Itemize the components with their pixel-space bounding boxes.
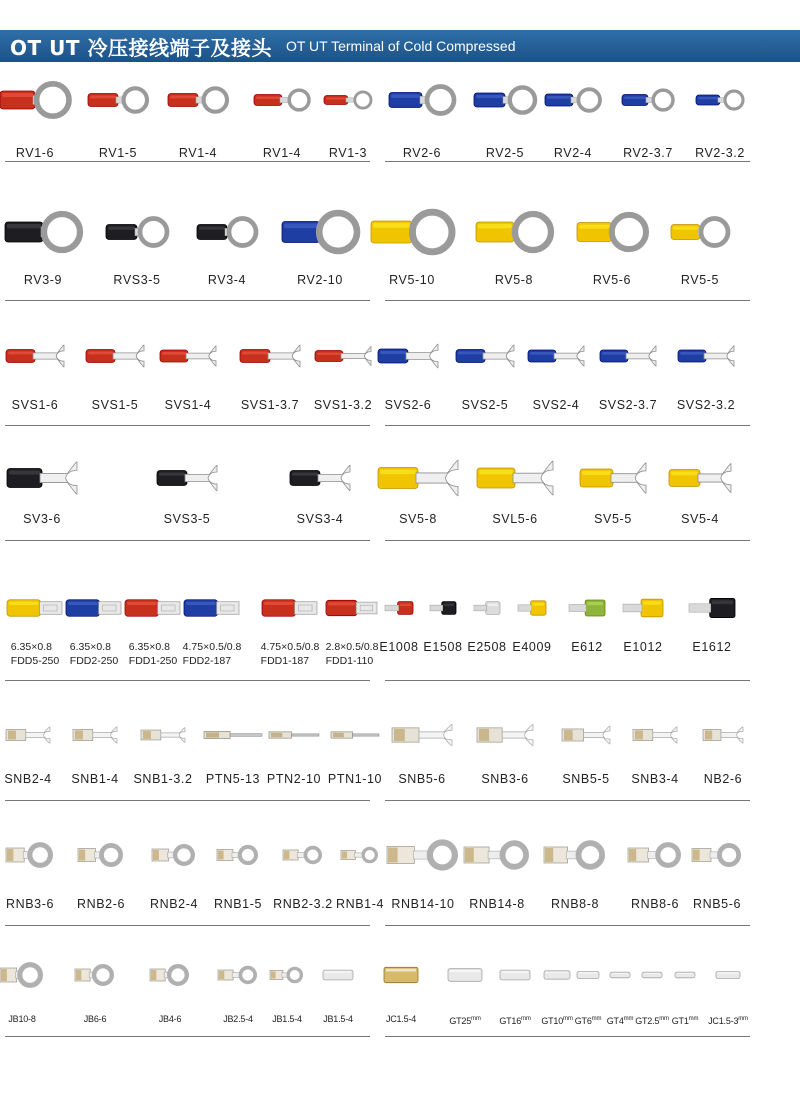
terminal-model: SVS1-3.7 xyxy=(240,398,300,412)
terminal-label xyxy=(398,772,445,786)
terminal-svl5-6-image xyxy=(477,458,553,498)
terminal-label xyxy=(467,640,506,654)
terminal-snb1-4-image xyxy=(73,725,117,745)
terminal-model: 4.75×0.5/0.8 xyxy=(182,641,242,653)
terminal-model: RNB14-10 xyxy=(391,897,455,911)
terminal-label xyxy=(16,146,54,160)
terminal-model: RVS3-5 xyxy=(113,273,161,287)
terminal-label xyxy=(593,273,631,287)
terminal-model: RV5-5 xyxy=(680,273,720,287)
terminal-model: RV5-6 xyxy=(592,273,632,287)
terminal-label xyxy=(11,640,59,668)
terminal-4-75-0-5-0-8-image xyxy=(184,593,240,623)
row-divider xyxy=(385,425,750,426)
row-divider xyxy=(5,680,370,681)
terminal-rnb1-5-image xyxy=(217,844,259,866)
terminal-label xyxy=(379,640,418,654)
terminal-rnb3-6-image xyxy=(6,841,54,869)
terminal-label xyxy=(326,640,379,668)
terminal-jb1-5-4-image xyxy=(323,968,353,982)
terminal-model: RV1-5 xyxy=(98,146,138,160)
terminal-label xyxy=(693,897,741,911)
terminal-label xyxy=(631,772,678,786)
terminal-model-secondary: FDD1-110 xyxy=(325,655,374,667)
terminal-model: SNB2-4 xyxy=(4,772,52,786)
terminal-label xyxy=(571,640,603,654)
terminal-label xyxy=(399,512,437,526)
terminal-model: RV2-4 xyxy=(553,146,593,160)
terminal-rnb2-6-image xyxy=(78,842,124,868)
terminal-label xyxy=(12,398,59,412)
terminal-rv3-9-image xyxy=(5,212,81,252)
terminal-label xyxy=(297,512,344,526)
terminal-model: 6.35×0.8 xyxy=(128,641,170,653)
terminal-model: GT16 xyxy=(499,1016,522,1026)
terminal-model: SVS2-6 xyxy=(384,398,432,412)
terminal-model: SVS2-4 xyxy=(532,398,580,412)
terminal-model: 6.35×0.8 xyxy=(10,641,52,653)
terminal-label xyxy=(449,1012,480,1028)
terminal-label xyxy=(164,512,211,526)
terminal-svs1-3-7-image xyxy=(240,343,300,369)
terminal-label xyxy=(541,1012,572,1028)
unit-superscript: mm xyxy=(738,1016,748,1022)
terminal-model: RV3-4 xyxy=(207,273,247,287)
terminal-ptn5-13-image xyxy=(204,727,262,743)
terminal-model: RV3-9 xyxy=(23,273,63,287)
page-header xyxy=(0,30,800,62)
terminal-label xyxy=(462,398,509,412)
terminal-model: JC1.5-4 xyxy=(385,1014,417,1024)
terminal-label xyxy=(389,273,435,287)
terminal-svs2-3-7-image xyxy=(600,344,656,368)
terminal-gt6-image xyxy=(577,970,599,980)
terminal-label xyxy=(551,897,599,911)
terminal-label xyxy=(267,772,321,786)
terminal-model: SVS2-3.2 xyxy=(676,398,736,412)
terminal-model: RV5-10 xyxy=(389,273,435,287)
terminal-label xyxy=(575,1012,602,1028)
terminal-rnb1-4-image xyxy=(341,846,379,864)
terminal-svs2-5-image xyxy=(456,343,514,369)
terminal-model: PTN5-13 xyxy=(205,772,261,786)
terminal-rnb2-3-2-image xyxy=(283,845,323,865)
terminal-label xyxy=(24,273,62,287)
unit-superscript: mm xyxy=(688,1016,699,1022)
terminal-rv1-6-image xyxy=(0,82,70,118)
terminal-jb6-6-image xyxy=(75,963,115,987)
terminal-model: GT6 xyxy=(574,1016,592,1026)
terminal-label xyxy=(113,273,160,287)
terminal-snb2-4-image xyxy=(6,725,50,745)
terminal-svs3-4-image xyxy=(290,463,350,493)
row-divider xyxy=(385,800,750,801)
terminal-model: SV5-5 xyxy=(594,512,632,526)
terminal-model: GT10 xyxy=(541,1016,564,1026)
terminal-model: JB10-8 xyxy=(8,1014,36,1024)
terminal-snb3-4-image xyxy=(633,725,677,745)
terminal-model: JB2.5-4 xyxy=(223,1014,253,1024)
terminal-6-35-0-8-image xyxy=(66,593,122,623)
terminal-model: SVS1-4 xyxy=(164,398,212,412)
unit-superscript: mm xyxy=(521,1016,531,1022)
terminal-sv3-6-image xyxy=(7,459,77,497)
row-divider xyxy=(385,300,750,301)
terminal-model: RV5-8 xyxy=(494,273,534,287)
terminal-model: NB2-6 xyxy=(703,772,743,786)
terminal-model: JC1.5-3 xyxy=(708,1016,739,1026)
terminal-label xyxy=(495,273,533,287)
terminal-model: PTN2-10 xyxy=(266,772,322,786)
terminal-model: JB1.5-4 xyxy=(323,1014,353,1024)
terminal-label xyxy=(328,772,382,786)
terminal-label xyxy=(681,512,719,526)
terminal-label xyxy=(695,146,745,160)
unit-superscript: mm xyxy=(563,1016,573,1022)
terminal-e612-image xyxy=(569,598,605,618)
terminal-label xyxy=(623,146,673,160)
terminal-model: GT2.5 xyxy=(635,1016,660,1026)
terminal-rv2-3-7-image xyxy=(622,89,674,111)
terminal-model: SV5-4 xyxy=(681,512,719,526)
terminal-label xyxy=(273,897,333,911)
terminal-model: 6.35×0.8 xyxy=(69,641,111,653)
terminal-label xyxy=(512,640,551,654)
page-title-cn: OT UT 冷压接线端子及接头 xyxy=(10,35,272,60)
terminal-model: RV2-10 xyxy=(297,273,343,287)
terminal-label xyxy=(4,772,51,786)
terminal-e2508-image xyxy=(474,600,500,616)
terminal-model: RV2-5 xyxy=(485,146,525,160)
terminal-label xyxy=(84,1012,107,1026)
terminal-6-35-0-8-image xyxy=(125,593,181,623)
terminal-rv1-4-image xyxy=(254,89,310,111)
terminal-svs2-3-2-image xyxy=(678,344,734,368)
terminal-gt25-image xyxy=(448,966,482,984)
terminal-gt4-image xyxy=(610,971,630,979)
terminal-model: SVS1-6 xyxy=(11,398,59,412)
terminal-model: 4.75×0.5/0.8 xyxy=(260,641,320,653)
terminal-rv1-4-image xyxy=(168,87,228,113)
terminal-e1508-image xyxy=(430,600,456,616)
terminal-rnb14-10-image xyxy=(387,838,459,872)
unit-superscript: mm xyxy=(591,1016,602,1022)
terminal-label xyxy=(6,897,54,911)
terminal-rv2-5-image xyxy=(474,86,536,114)
terminal-model: E2508 xyxy=(467,640,507,654)
terminal-model: E612 xyxy=(571,640,603,654)
terminal-model: SVS1-3.2 xyxy=(313,398,373,412)
terminal-label xyxy=(533,398,580,412)
terminal-model: SVS3-5 xyxy=(163,512,211,526)
terminal-label xyxy=(206,772,260,786)
terminal-label xyxy=(499,1012,530,1028)
terminal-rv5-5-image xyxy=(671,217,729,247)
terminal-model: E4009 xyxy=(512,640,552,654)
terminal-label xyxy=(297,273,343,287)
terminal-model: JB6-6 xyxy=(83,1014,107,1024)
terminal-model: E1508 xyxy=(423,640,463,654)
terminal-svs1-5-image xyxy=(86,343,144,369)
terminal-model-secondary: FDD2-187 xyxy=(182,655,232,667)
terminal-label xyxy=(329,146,367,160)
terminal-label xyxy=(623,640,662,654)
terminal-gt1-image xyxy=(675,971,695,979)
row-divider xyxy=(385,1036,750,1037)
terminal-rnb8-6-image xyxy=(628,841,682,869)
terminal-label xyxy=(599,398,657,412)
row-divider xyxy=(385,540,750,541)
terminal-snb1-3-2-image xyxy=(141,726,185,744)
terminal-model: SNB1-3.2 xyxy=(133,772,193,786)
terminal-label xyxy=(554,146,592,160)
terminal-rvs3-5-image xyxy=(106,217,168,247)
terminal-label xyxy=(672,1012,699,1028)
terminal-label xyxy=(272,1012,302,1026)
terminal-model: SVS2-3.7 xyxy=(598,398,658,412)
row-divider xyxy=(5,540,370,541)
terminal-model: SVS3-4 xyxy=(296,512,344,526)
terminal-svs2-6-image xyxy=(378,342,438,370)
terminal-rv5-6-image xyxy=(577,213,647,251)
terminal-model-secondary: FDD2-250 xyxy=(69,655,119,667)
terminal-label xyxy=(681,273,719,287)
row-divider xyxy=(385,680,750,681)
terminal-label xyxy=(469,897,525,911)
terminal-e1612-image xyxy=(689,596,735,620)
terminal-jb4-6-image xyxy=(150,963,190,987)
terminal-label xyxy=(241,398,299,412)
terminal-sv5-4-image xyxy=(669,461,731,495)
terminal-model: GT4 xyxy=(606,1016,624,1026)
terminal-model: SNB1-4 xyxy=(71,772,119,786)
terminal-svs1-4-image xyxy=(160,344,216,368)
terminal-model: SV5-8 xyxy=(399,512,437,526)
terminal-svs2-4-image xyxy=(528,344,584,368)
terminal-model-secondary: FDD1-250 xyxy=(128,655,178,667)
terminal-label xyxy=(403,146,441,160)
terminal-model: RNB1-4 xyxy=(335,897,385,911)
terminal-model: SNB3-6 xyxy=(481,772,529,786)
terminal-model: RNB5-6 xyxy=(692,897,742,911)
terminal-label xyxy=(165,398,212,412)
terminal-label xyxy=(314,398,372,412)
terminal-model: RV1-3 xyxy=(328,146,368,160)
terminal-label xyxy=(214,897,262,911)
terminal-model: SVL5-6 xyxy=(492,512,538,526)
terminal-model: RV2-6 xyxy=(402,146,442,160)
terminal-model: JB4-6 xyxy=(158,1014,182,1024)
terminal-model: JB1.5-4 xyxy=(272,1014,302,1024)
terminal-label xyxy=(692,640,731,654)
terminal-model: E1008 xyxy=(379,640,419,654)
terminal-model: RNB3-6 xyxy=(5,897,55,911)
terminal-6-35-0-8-image xyxy=(7,593,63,623)
row-divider xyxy=(385,161,750,162)
terminal-label xyxy=(150,897,198,911)
terminal-rnb8-8-image xyxy=(544,839,606,871)
terminal-model: RNB8-6 xyxy=(630,897,680,911)
terminal-model: RNB2-4 xyxy=(149,897,199,911)
terminal-model: E1612 xyxy=(692,640,732,654)
terminal-label xyxy=(159,1012,182,1026)
terminal-model: GT1 xyxy=(671,1016,689,1026)
terminal-label xyxy=(263,146,301,160)
terminal-label xyxy=(423,640,462,654)
terminal-jc1-5-3-image xyxy=(716,970,740,980)
terminal-label xyxy=(481,772,528,786)
terminal-label xyxy=(708,1012,748,1028)
terminal-sv5-5-image xyxy=(580,460,646,496)
terminal-model: SNB3-4 xyxy=(631,772,679,786)
terminal-label xyxy=(635,1012,669,1028)
terminal-model: RV1-4 xyxy=(262,146,302,160)
row-divider xyxy=(5,1036,370,1037)
terminal-e4009-image xyxy=(518,599,546,617)
terminal-gt16-image xyxy=(500,968,530,982)
terminal-label xyxy=(336,897,384,911)
terminal-label xyxy=(129,640,177,668)
terminal-model: RNB1-5 xyxy=(213,897,263,911)
terminal-rv3-4-image xyxy=(197,217,257,247)
terminal-label xyxy=(208,273,246,287)
terminal-label xyxy=(594,512,632,526)
terminal-label xyxy=(71,772,118,786)
row-divider xyxy=(5,800,370,801)
terminal-rv2-10-image xyxy=(282,211,358,253)
terminal-label xyxy=(99,146,137,160)
terminal-label xyxy=(677,398,735,412)
terminal-rv2-4-image xyxy=(545,88,601,112)
terminal-label xyxy=(70,640,118,668)
terminal-model: RV2-3.2 xyxy=(695,146,745,160)
terminal-model: SNB5-5 xyxy=(562,772,610,786)
terminal-label xyxy=(486,146,524,160)
terminal-rnb14-8-image xyxy=(464,839,530,871)
terminal-sv5-8-image xyxy=(378,457,458,499)
terminal-model-secondary: FDD1-187 xyxy=(260,655,310,667)
row-divider xyxy=(5,161,370,162)
terminal-svs1-3-2-image xyxy=(315,345,371,367)
terminal-label xyxy=(183,640,242,668)
terminal-ptn1-10-image xyxy=(331,728,379,742)
terminal-svs3-5-image xyxy=(157,463,217,493)
terminal-model: RV2-3.7 xyxy=(623,146,673,160)
terminal-label xyxy=(223,1012,253,1026)
terminal-model-secondary: FDD5-250 xyxy=(10,655,60,667)
terminal-e1012-image xyxy=(623,597,663,619)
terminal-label xyxy=(386,1012,416,1026)
terminal-rv1-3-image xyxy=(324,91,372,109)
terminal-rv5-8-image xyxy=(476,212,552,252)
terminal-label xyxy=(92,398,139,412)
terminal-label xyxy=(77,897,125,911)
terminal-label xyxy=(23,512,61,526)
row-divider xyxy=(5,300,370,301)
terminal-gt10-image xyxy=(544,969,570,981)
terminal-model: SVS1-5 xyxy=(91,398,139,412)
terminal-label xyxy=(8,1012,35,1026)
terminal-label xyxy=(385,398,432,412)
terminal-snb3-6-image xyxy=(477,722,533,748)
terminal-model: RNB14-8 xyxy=(469,897,525,911)
terminal-label xyxy=(704,772,742,786)
terminal-ptn2-10-image xyxy=(269,728,319,742)
terminal-model: SVS2-5 xyxy=(461,398,509,412)
terminal-label xyxy=(631,897,679,911)
unit-superscript: mm xyxy=(623,1016,634,1022)
terminal-jb2-5-4-image xyxy=(218,965,258,985)
terminal-model: SNB5-6 xyxy=(398,772,446,786)
terminal-jb1-5-4-image xyxy=(270,966,304,984)
row-divider xyxy=(385,925,750,926)
terminal-4-75-0-5-0-8-image xyxy=(262,593,318,623)
terminal-model: RNB2-6 xyxy=(76,897,126,911)
terminal-label xyxy=(607,1012,634,1028)
terminal-model: PTN1-10 xyxy=(327,772,383,786)
page-title-en: OT UT Terminal of Cold Compressed xyxy=(285,38,516,54)
terminal-snb5-5-image xyxy=(562,724,610,746)
terminal-e1008-image xyxy=(385,600,413,616)
terminal-rnb5-6-image xyxy=(692,842,742,868)
terminal-svs1-6-image xyxy=(6,343,64,369)
terminal-jb10-8-image xyxy=(0,961,44,989)
terminal-model: 2.8×0.5/0.8 xyxy=(325,641,379,653)
terminal-model: SV3-6 xyxy=(23,512,61,526)
terminal-label xyxy=(492,512,537,526)
terminal-label xyxy=(562,772,609,786)
terminal-snb5-6-image xyxy=(392,722,452,748)
terminal-model: RV1-6 xyxy=(15,146,55,160)
terminal-model: RV1-4 xyxy=(178,146,218,160)
terminal-model: E1012 xyxy=(623,640,663,654)
terminal-model: RNB2-3.2 xyxy=(273,897,333,911)
terminal-model: RNB8-8 xyxy=(550,897,600,911)
terminal-jc1-5-4-image xyxy=(384,964,418,986)
terminal-label xyxy=(179,146,217,160)
terminal-2-8-0-5-0-8-image xyxy=(326,594,378,622)
terminal-rv1-5-image xyxy=(88,87,148,113)
terminal-rnb2-4-image xyxy=(152,843,196,867)
terminal-rv2-6-image xyxy=(389,85,455,115)
unit-superscript: mm xyxy=(471,1016,481,1022)
terminal-label xyxy=(323,1012,353,1026)
row-divider xyxy=(5,425,370,426)
terminal-rv5-10-image xyxy=(371,210,453,254)
terminal-model: GT25 xyxy=(449,1016,472,1026)
unit-superscript: mm xyxy=(659,1016,669,1022)
terminal-label xyxy=(391,897,454,911)
row-divider xyxy=(5,925,370,926)
terminal-label xyxy=(261,640,320,668)
terminal-gt2-5-image xyxy=(642,971,662,979)
terminal-label xyxy=(134,772,193,786)
terminal-nb2-6-image xyxy=(703,725,743,745)
terminal-rv2-3-2-image xyxy=(696,90,744,110)
